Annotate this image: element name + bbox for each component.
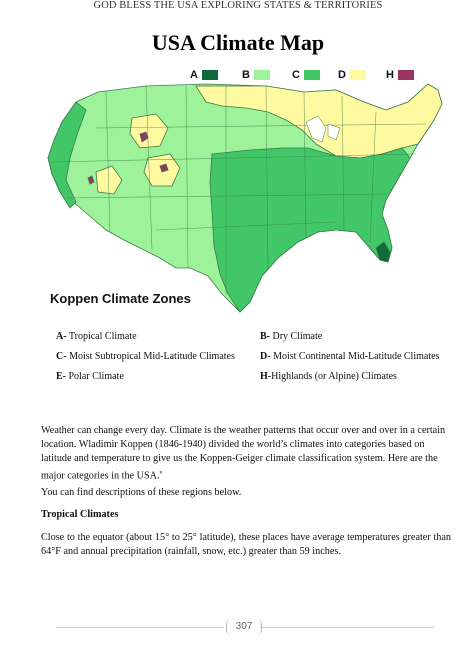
key-code: A- — [56, 331, 67, 342]
legend-item-c — [292, 67, 320, 83]
legend-item-h — [386, 67, 414, 83]
legend-letter: D — [338, 69, 346, 81]
key-entry-h — [260, 371, 397, 382]
intro-text: Weather can change every day. Climate is the weather patterns that occur over and over in a certain location. Wladimir Koppen (1846-1940) divided the world’s climates into categories based on latitude and temperature to give us the Koppen-Geiger climate classification system. Here are the major categories in the USA. — [41, 425, 446, 482]
legend-item-a — [190, 67, 218, 83]
tropical-paragraph: Close to the equator (about 15° to 25° latitude), these places have average temperatures greater than 64°F and annual precipitation (rainfall, snow, etc.) greater than 59 inches. — [41, 532, 451, 557]
running-header: GOD BLESS THE USA EXPLORING STATES & TERRITORIES — [93, 0, 383, 11]
key-entry-e — [56, 371, 124, 382]
legend-swatch — [304, 70, 320, 80]
intro-paragraph — [41, 424, 451, 483]
key-label: Tropical Climate — [66, 331, 137, 342]
key-row — [56, 351, 466, 365]
map-legend — [190, 67, 420, 83]
key-label: Polar Climate — [66, 371, 124, 382]
key-row — [56, 371, 466, 385]
key-entry-b — [260, 331, 322, 342]
section-heading-tropical: Tropical Climates — [41, 509, 119, 520]
legend-swatch — [254, 70, 270, 80]
page-number: 307 — [226, 619, 262, 635]
footer-rule-left — [56, 627, 224, 628]
key-label: Dry Climate — [270, 331, 323, 342]
legend-letter: C — [292, 69, 300, 81]
descriptions-paragraph: You can find descriptions of these regions below. — [41, 487, 242, 498]
key-label: Moist Subtropical Mid-Latitude Climates — [66, 351, 235, 362]
key-entry-a — [56, 331, 137, 342]
subtropical-zone-east — [210, 148, 410, 312]
map-caption: Koppen Climate Zones — [50, 291, 191, 306]
highland-zone-2 — [160, 164, 168, 172]
key-entry-c — [56, 351, 235, 362]
key-code: E- — [56, 371, 66, 382]
key-code: B- — [260, 331, 270, 342]
legend-item-d — [338, 67, 366, 83]
key-label: Highlands (or Alpine) Climates — [271, 371, 397, 382]
key-row — [56, 331, 466, 345]
key-entry-d — [260, 351, 439, 362]
key-code: C- — [56, 351, 67, 362]
footnote-marker: v — [159, 470, 163, 476]
legend-letter: H — [386, 69, 394, 81]
page-title: USA Climate Map — [151, 30, 325, 55]
legend-item-b — [242, 67, 270, 83]
legend-swatch — [350, 70, 366, 80]
legend-swatch — [202, 70, 218, 80]
key-code: H- — [260, 371, 272, 382]
key-code: D- — [260, 351, 271, 362]
footer-rule-right — [260, 627, 434, 628]
key-label: Moist Continental Mid-Latitude Climates — [270, 351, 440, 362]
legend-letter: B — [242, 69, 250, 81]
climate-map — [36, 62, 468, 320]
usa-map-graphic — [36, 62, 468, 320]
legend-swatch — [398, 70, 414, 80]
legend-letter: A — [190, 69, 198, 81]
